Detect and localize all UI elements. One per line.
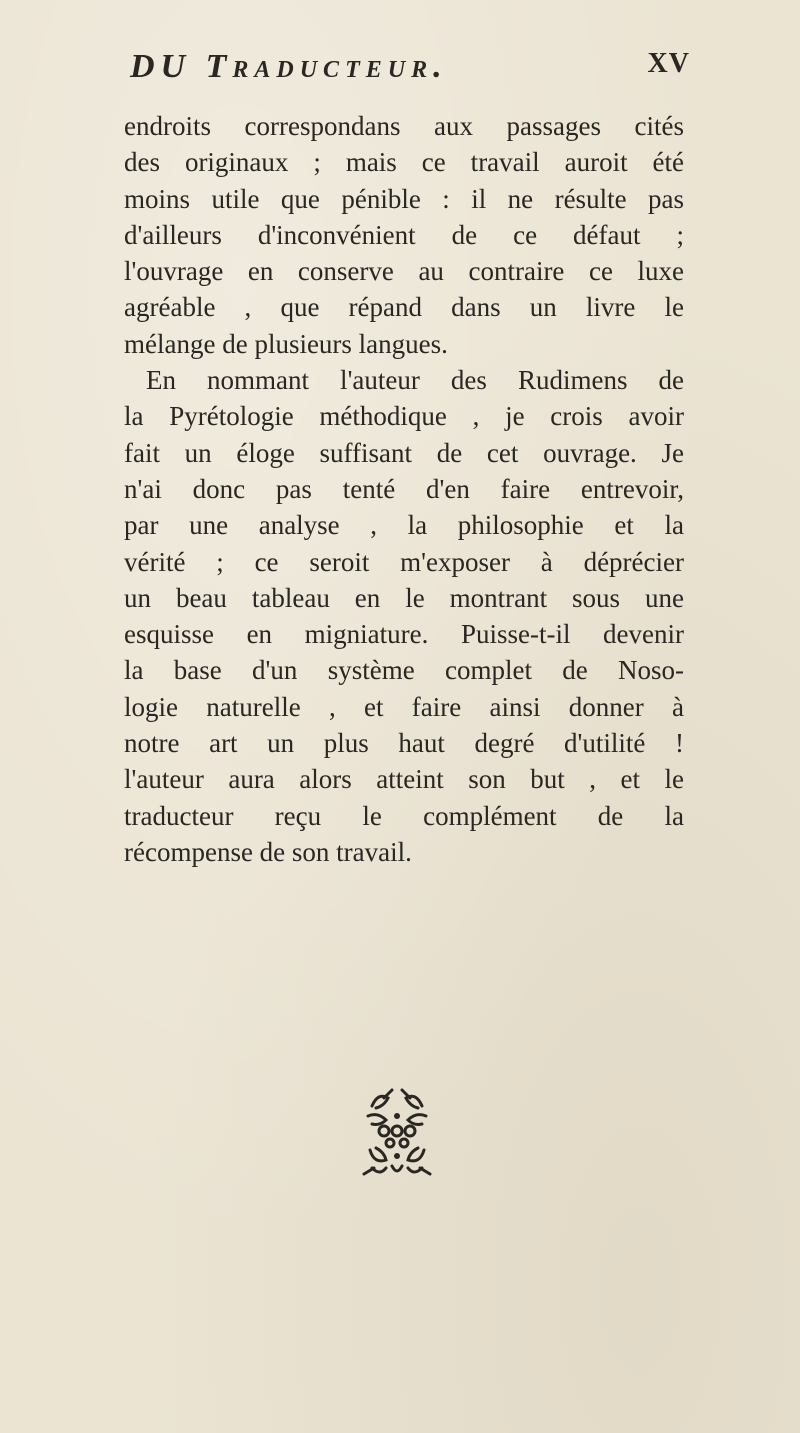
text-line: logie naturelle , et faire ainsi donner à	[124, 691, 684, 722]
text-line: l'ouvrage en conserve au contraire ce luxe	[124, 256, 684, 287]
page-number: XV	[647, 48, 690, 79]
text-line: traducteur reçu le complément de la	[124, 800, 684, 831]
floral-tailpiece-icon	[342, 1076, 452, 1186]
text-line: notre art un plus haut degré d'utilité !	[124, 728, 684, 759]
text-line: vérité ; ce seroit m'exposer à déprécier	[124, 546, 684, 577]
text-line: l'auteur aura alors atteint son but , et le	[124, 764, 684, 795]
running-title: DU Traducteur.	[130, 48, 448, 85]
text-line: un beau tableau en le montrant sous une	[124, 582, 684, 613]
text-line: la base d'un système complet de Noso-	[124, 655, 684, 686]
text-line: moins utile que pénible : il ne résulte pas	[124, 183, 684, 214]
text-line: des originaux ; mais ce travail auroit été	[124, 147, 684, 178]
text-line: mélange de plusieurs langues.	[124, 328, 448, 359]
text-line: n'ai donc pas tenté d'en faire entrevoir,	[124, 473, 684, 504]
body-text	[124, 108, 684, 870]
text-line: agréable , que répand dans un livre le	[124, 292, 684, 323]
text-line: la Pyrétologie méthodique , je crois avoir	[124, 401, 684, 432]
text-line: par une analyse , la philosophie et la	[124, 510, 684, 541]
text-line: esquisse en migniature. Puisse-t-il devenir	[124, 619, 684, 650]
text-line: fait un éloge suffisant de cet ouvrage. Je	[124, 437, 684, 468]
text-line: En nommant l'auteur des Rudimens de	[146, 365, 684, 396]
text-line: endroits correspondans aux passages cités	[124, 111, 684, 141]
text-line: d'ailleurs d'inconvénient de ce défaut ;	[124, 219, 684, 250]
text-line: récompense de son travail.	[124, 836, 412, 867]
running-head	[130, 48, 690, 88]
